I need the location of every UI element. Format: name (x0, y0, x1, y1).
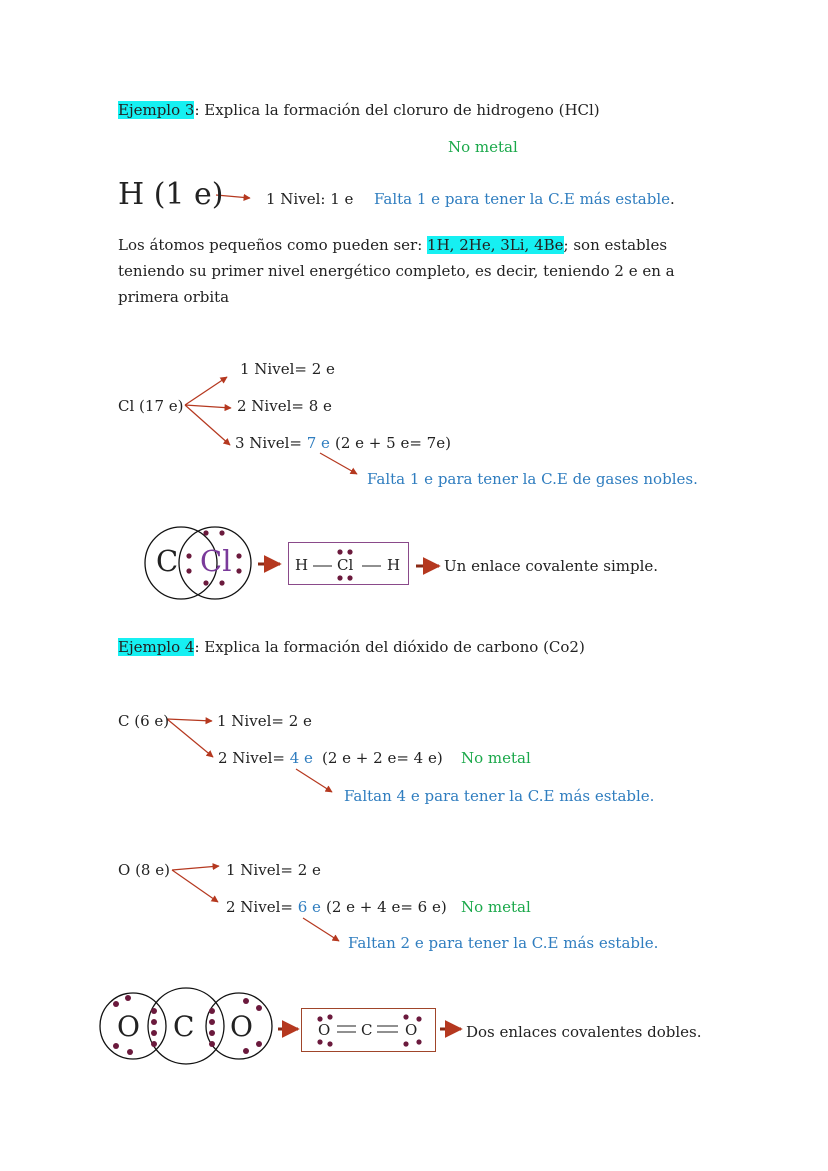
lewis-o2: O (230, 1010, 253, 1043)
c-falta-arrow (296, 769, 332, 792)
cl-arrow-3 (185, 405, 230, 445)
c-level-2-label: 2 Nivel= (218, 749, 290, 767)
o-level-2 (226, 898, 321, 916)
cl-level-3-value: 7 e (306, 434, 330, 452)
para-pre: Los átomos pequeños como pueden ser: (118, 236, 428, 254)
lewis-c: C (156, 544, 179, 578)
c-falta: Faltan 4 e para tener la C.E más estable. (344, 787, 655, 805)
ex4-heading (118, 638, 585, 656)
o-level-1: 1 Nivel= 2 e (226, 861, 321, 879)
bond-c: C (361, 1021, 373, 1039)
c-level-2 (218, 749, 313, 767)
ex3-tag: Ejemplo 3 (118, 101, 195, 119)
c-level-2-value: 4 e (289, 749, 313, 767)
o-atom: O (8 e) (118, 861, 170, 879)
c-atom: C (6 e) (118, 712, 170, 730)
o-level-2-value: 6 e (297, 898, 321, 916)
lewis-o1: O (117, 1010, 140, 1043)
o-falta: Faltan 2 e para tener la C.E más estable. (348, 934, 659, 952)
h-falta-dot: . (670, 190, 675, 208)
hcl-result: Un enlace covalente simple. (444, 557, 659, 575)
lewis-cl: Cl (200, 544, 232, 578)
o-arrow-1 (172, 866, 219, 870)
o-falta-arrow (303, 918, 339, 941)
o-level-2-calc: (2 e + 4 e= 6 e) (326, 898, 447, 916)
h-falta-line (374, 190, 675, 208)
bond-o1: O (318, 1021, 331, 1039)
lewis-c2: C (173, 1010, 195, 1043)
cl-level-3-calc: (2 e + 5 e= 7e) (335, 434, 451, 452)
cl-level-2: 2 Nivel= 8 e (237, 397, 332, 415)
para-post: ; son estables teniendo su primer nivel energético completo, es decir, teniendo 2 e en a primera orbita (118, 236, 675, 306)
cl-atom: Cl (17 e) (118, 397, 184, 415)
bond-h1: H (295, 556, 309, 574)
cl-level-3 (235, 434, 330, 452)
o-arrow-2 (172, 870, 218, 902)
ex3-title: : Explica la formación del cloruro de hidrogeno (HCl) (194, 101, 600, 119)
small-atoms-paragraph (118, 232, 678, 310)
o-level-2-label: 2 Nivel= (226, 898, 298, 916)
ex4-tag: Ejemplo 4 (118, 638, 195, 656)
c-level-1: 1 Nivel= 2 e (217, 712, 312, 730)
c-no-metal: No metal (461, 749, 531, 767)
c-arrow-2 (167, 719, 213, 757)
h-falta: Falta 1 e para tener la C.E más estable (374, 190, 671, 208)
o-no-metal: No metal (461, 898, 531, 916)
cl-arrow-2 (185, 405, 231, 408)
co2-result: Dos enlaces covalentes dobles. (466, 1023, 702, 1041)
para-highlight: 1H, 2He, 3Li, 4Be (427, 236, 564, 254)
h-atom: H (1 e) (118, 177, 224, 212)
cl-arrow-1 (185, 377, 227, 405)
ex3-heading (118, 101, 600, 119)
cl-level-1: 1 Nivel= 2 e (240, 360, 335, 378)
cl-level-3-label: 3 Nivel= (235, 434, 307, 452)
c-arrow-1 (167, 719, 212, 721)
bond-h2: H (387, 556, 401, 574)
bond-o2: O (405, 1021, 418, 1039)
h-level: 1 Nivel: 1 e (266, 190, 354, 208)
cl-falta-arrow (320, 453, 357, 474)
ex4-title: : Explica la formación del dióxido de carbono (Co2) (194, 638, 585, 656)
cl-falta: Falta 1 e para tener la C.E de gases nobles. (367, 470, 698, 488)
bond-cl: Cl (337, 556, 354, 574)
ex3-no-metal: No metal (448, 138, 518, 156)
c-level-2-calc: (2 e + 2 e= 4 e) (322, 749, 443, 767)
